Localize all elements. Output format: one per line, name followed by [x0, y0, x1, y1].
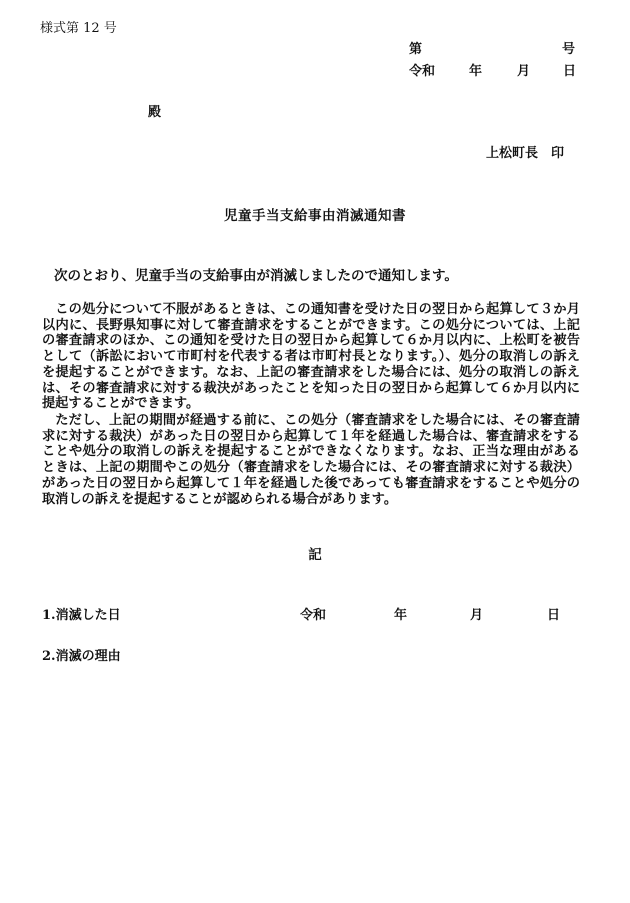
item-1-day-label: 日: [547, 608, 561, 623]
date-era: 令和: [409, 64, 436, 79]
addressee-suffix: 殿: [148, 105, 162, 120]
form-number: 様式第 12 号: [40, 21, 117, 36]
date-year-label: 年: [469, 64, 483, 79]
ki-heading: 記: [308, 547, 322, 563]
item-1-month-label: 月: [470, 608, 484, 623]
document-number-suffix: 号: [562, 42, 576, 57]
date-month-label: 月: [517, 64, 531, 79]
intro-text: 次のとおり、児童手当の支給事由が消滅しましたので通知します。: [54, 268, 458, 284]
document-title: 児童手当支給事由消滅通知書: [224, 208, 406, 224]
appeal-paragraph-2: ただし、上記の期間が経過する前に、この処分（審査請求をした場合には、その審査請求に対する裁決）があった日の翌日から起算して１年を経過した場合は、審査請求をすることや処分の取消しの訴えを提起することができなくなります。なお、正当な理由があるときは、上記の期間やこの処分（審査請求をした場合には、その審査請求に対する裁決）があった日の翌日から起算して１年を経過した後であっても審査請求をすることや処分の取消しの訴えを提起することが認められる場合があります。: [42, 413, 580, 507]
item-2-label: 2.消滅の理由: [42, 649, 121, 664]
date-day-label: 日: [563, 64, 577, 79]
appeal-paragraph-1: この処分について不服があるときは、この通知書を受けた日の翌日から起算して３か月以内に、長野県知事に対して審査請求をすることができます。この処分については、上記の審査請求のほか、この通知を受けた日の翌日から起算して６か月以内に、上松町を被告として（訴訟において市町村を代表する者は市町村長となります。）、処分の取消しの訴えを提起することができます。なお、上記の審査請求をした場合には、処分の取消しの訴えは、その審査請求に対する裁決があったことを知った日の翌日から起算して６か月以内に提起することができます。: [42, 302, 580, 412]
document-number-prefix: 第: [409, 42, 423, 57]
item-1-year-label: 年: [394, 608, 408, 623]
item-1-era: 令和: [300, 608, 327, 623]
item-1-label: 1.消滅した日: [42, 608, 121, 623]
issuer-name: 上松町長 印: [486, 146, 565, 161]
